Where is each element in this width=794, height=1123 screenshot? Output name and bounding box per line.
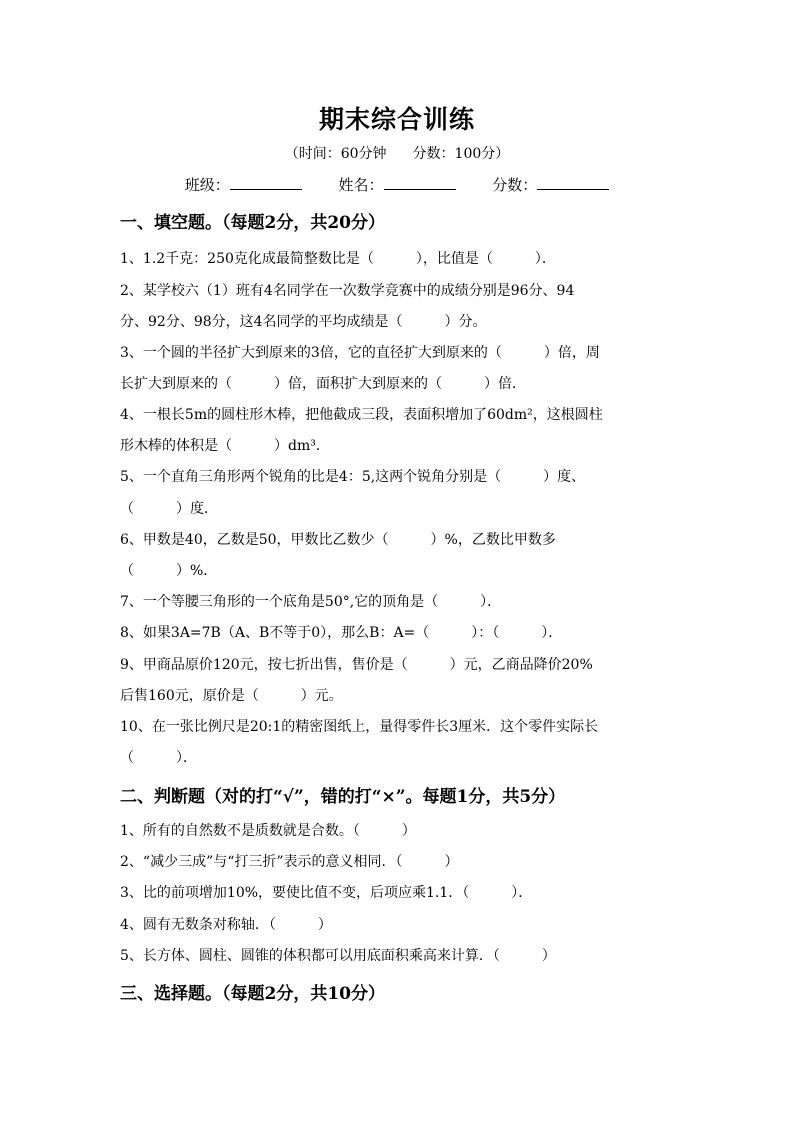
- question-line: （ ）．: [120, 750, 197, 766]
- name-field: [338, 174, 455, 195]
- question-line: 3、比的前项增加10%，要使比值不变，后项应乘1.1．（ ）．: [120, 885, 533, 901]
- score-blank[interactable]: [537, 175, 609, 190]
- question-line: 1、1.2千克：250克化成最简整数比是（ ），比值是（ ）．: [120, 251, 556, 267]
- question-line: 2、“减少三成”与“打三折”表示的意义相同．（ ）: [120, 854, 459, 870]
- question-line: 1、所有的自然数不是质数就是合数。（ ）: [120, 823, 416, 839]
- question-line: 8、如果3A=7B（A、B不等于0），那么B：A=（ ）：（ ）．: [120, 625, 563, 641]
- score-label: 分数：: [492, 176, 538, 194]
- question-line: 2、某学校六（1）班有4名同学在一次数学竞赛中的成绩分别是96分、94: [120, 283, 575, 299]
- exam-time: （时间：60分钟: [284, 146, 387, 162]
- question-line: 5、长方体、圆柱、圆锥的体积都可以用底面积乘高来计算．（ ）: [120, 948, 556, 964]
- name-blank[interactable]: [384, 175, 456, 190]
- question-line: 形木棒的体积是（ ）dm³．: [120, 438, 330, 454]
- question-line: 分、92分、98分，这4名同学的平均成绩是（ ）分。: [120, 314, 487, 330]
- question-line: 5、一个直角三角形两个锐角的比是4：5,这两个锐角分别是（ ）度、: [120, 469, 586, 485]
- section-fill-in-heading: 一、填空题。（每题2分，共20分）: [120, 213, 385, 233]
- name-label: 姓名：: [338, 176, 384, 194]
- student-info-row: [0, 174, 794, 195]
- section-true-false-heading: 二、判断题（对的打“√”，错的打“×”。每题1分，共5分）: [120, 787, 566, 807]
- question-line: 10、在一张比例尺是20:1的精密图纸上，量得零件长3厘米．这个零件实际长: [120, 719, 599, 735]
- question-line: 4、圆有无数条对称轴．（ ）: [120, 917, 332, 933]
- section-multiple-choice-heading: 三、选择题。（每题2分，共10分）: [120, 984, 385, 1004]
- question-line: （ ）%．: [120, 563, 218, 579]
- class-blank[interactable]: [230, 175, 302, 190]
- exam-subtitle: [0, 143, 794, 163]
- question-line: 6、甲数是40，乙数是50，甲数比乙数少（ ）%，乙数比甲数多: [120, 532, 556, 548]
- question-line: （ ）度．: [120, 501, 218, 517]
- class-label: 班级：: [184, 176, 230, 194]
- score-field: [492, 174, 609, 195]
- page-title: 期末综合训练: [318, 105, 475, 134]
- question-line: 长扩大到原来的（ ）倍，面积扩大到原来的（ ）倍．: [120, 376, 526, 392]
- exam-total-score: 分数：100分）: [412, 146, 510, 162]
- question-line: 3、一个圆的半径扩大到原来的3倍，它的直径扩大到原来的（ ）倍，周: [120, 345, 600, 361]
- question-line: 7、一个等腰三角形的一个底角是50°,它的顶角是（ ）．: [120, 594, 502, 610]
- class-field: [185, 174, 302, 195]
- question-line: 后售160元，原价是（ ）元。: [120, 688, 343, 704]
- question-line: 9、甲商品原价120元，按七折出售，售价是（ ）元，乙商品降价20%: [120, 657, 593, 673]
- question-line: 4、一根长5m的圆柱形木棒，把他截成三段，表面积增加了60dm²，这根圆柱: [120, 407, 603, 423]
